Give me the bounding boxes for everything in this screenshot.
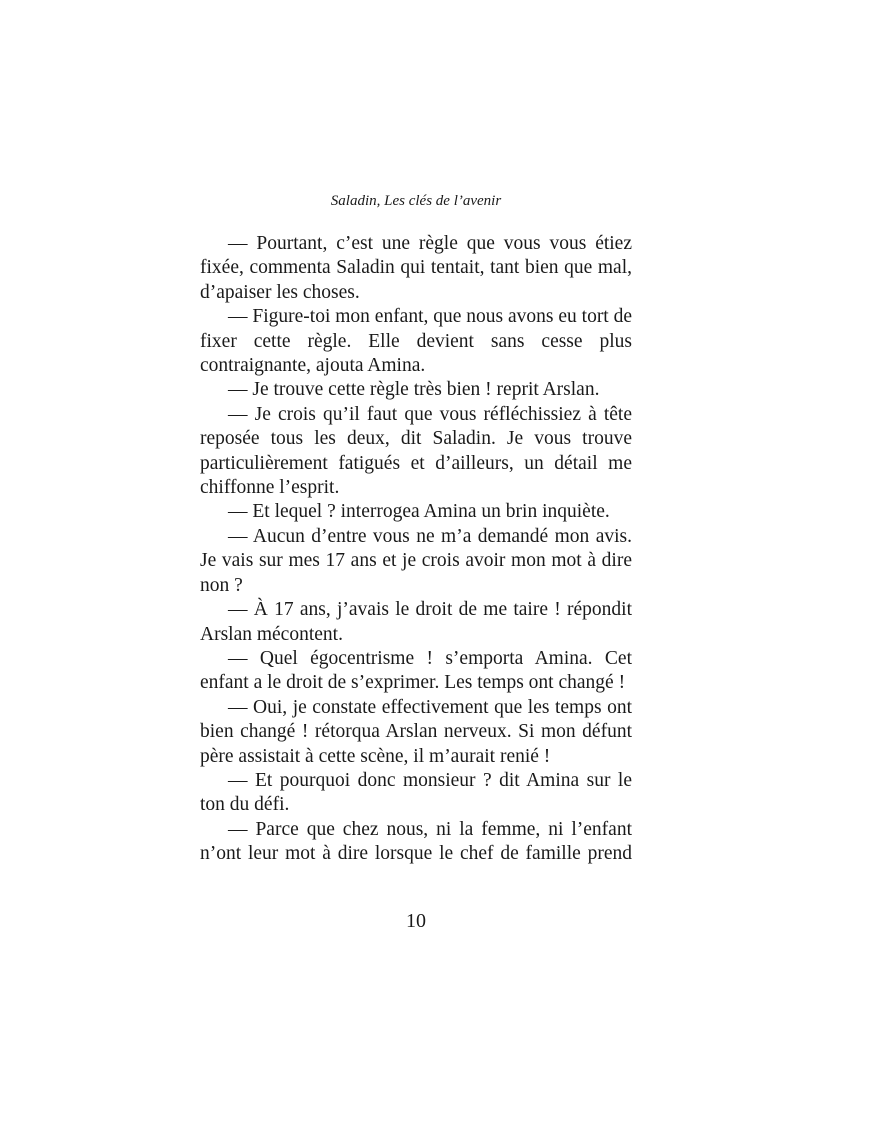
paragraph: — Oui, je constate effectivement que les temps ont bien changé ! rétorqua Arslan nerveux. Si mon défunt père assistait à cette scène, il m’aurait renié !: [200, 696, 632, 767]
paragraph: — Pourtant, c’est une règle que vous vous étiez fixée, commenta Saladin qui tentait, tant bien que mal, d’apaiser les choses.: [200, 233, 632, 303]
paragraph: — Et lequel ? interrogea Amina un brin inquiète.: [228, 501, 610, 523]
paragraph: — Aucun d’entre vous ne m’a demandé mon avis. Je vais sur mes 17 ans et je crois avoir mon mot à dire non ?: [200, 525, 632, 596]
running-header: Saladin, Les clés de l’avenir: [330, 193, 502, 209]
paragraph: — Je crois qu’il faut que vous réfléchissiez à tête reposée tous les deux, dit Saladin. Je vous trouve particulièrement fatigués et d’ailleurs, un détail me chiffonne l’esprit.: [200, 403, 632, 499]
page-number: 10: [406, 910, 426, 932]
body-text: [200, 232, 632, 867]
paragraph: — Figure-toi mon enfant, que nous avons eu tort de fixer cette règle. Elle devient sans cesse plus contraignante, ajouta Amina.: [200, 306, 633, 377]
paragraph: — Quel égocentrisme ! s’emporta Amina. Cet enfant a le droit de s’exprimer. Les temps ont changé !: [200, 647, 632, 694]
paragraph: — À 17 ans, j’avais le droit de me taire ! répondit Arslan mécontent.: [200, 599, 632, 645]
paragraph: — Je trouve cette règle très bien ! reprit Arslan.: [228, 379, 600, 401]
paragraph: — Et pourquoi donc monsieur ? dit Amina sur le ton du défi.: [200, 769, 632, 816]
paragraph: — Parce que chez nous, ni la femme, ni l’enfant n’ont leur mot à dire lorsque le chef de famille prend: [200, 818, 632, 865]
